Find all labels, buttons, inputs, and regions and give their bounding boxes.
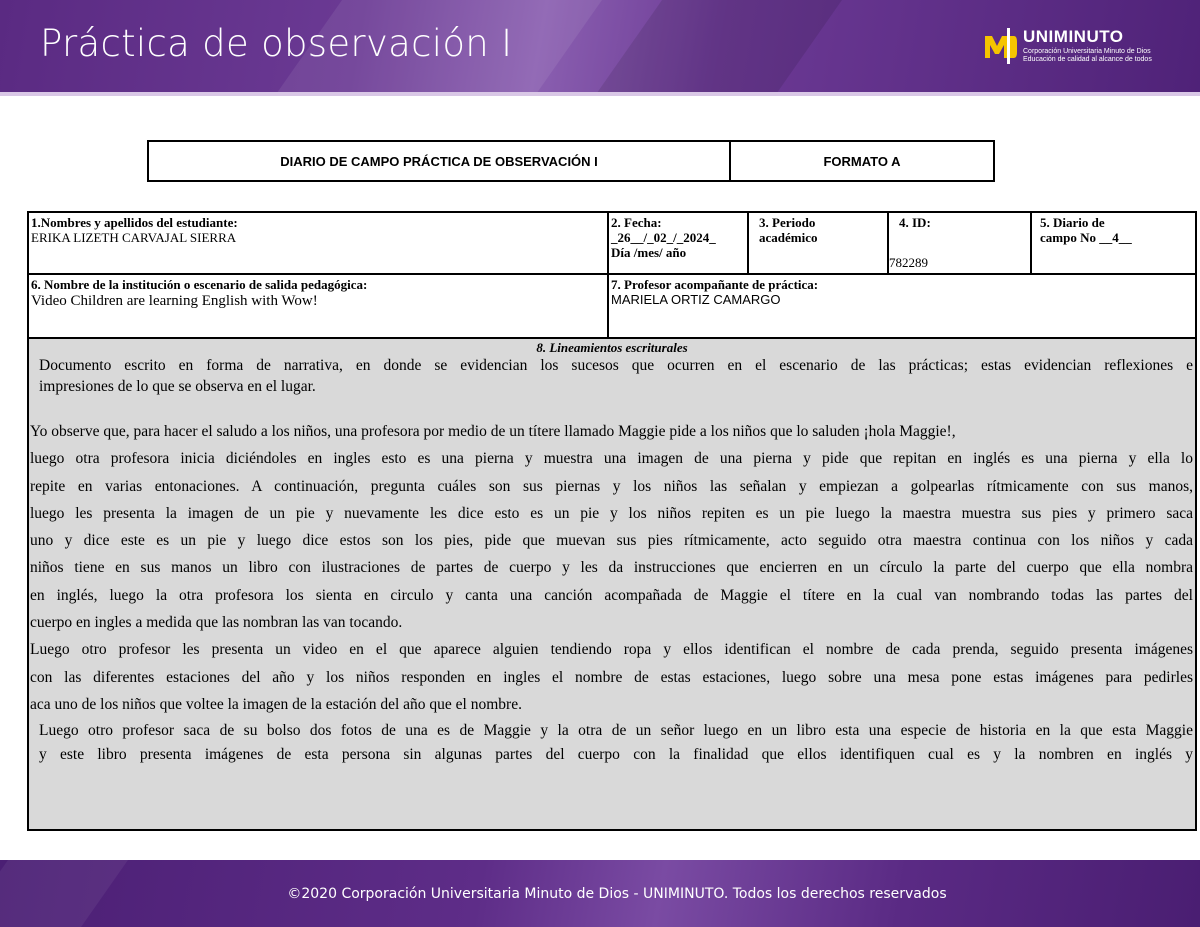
id-value: 782289	[889, 255, 928, 270]
diary-number-cell	[1032, 213, 1195, 273]
institution-label: 6. Nombre de la institución o escenario de salida pedagógica:	[31, 277, 368, 292]
period-label: académico	[759, 230, 818, 245]
narrative-paragraph	[29, 418, 1195, 636]
date-cell	[609, 213, 749, 273]
narrative-line: y este libro presenta imágenes de esta persona sin algunas partes del cuerpo con la finalidad que ellos identifiquen cual es y la nombren en inglés y	[39, 746, 1193, 764]
student-cell	[29, 213, 609, 273]
page-title: Práctica de observación I	[40, 22, 513, 65]
guidelines-title: 8. Lineamientos escriturales	[536, 340, 688, 355]
narrative-line: niños tiene en sus manos un libro con ilustraciones de partes de cuerpo y les da instrucciones que encierren en un círculo la parte del cuerpo que ella nombra	[30, 559, 1193, 577]
narrative-line: Luego otro profesor saca de su bolso dos fotos de una es de Maggie y la otra de un señor luego en un libro esta una especie de historia en la que esta Maggie	[39, 722, 1193, 740]
narrative-line: uno y dice este es un pie y luego dice estos son los pies, pide que muevan sus pies rítmicamente, acto seguido otra maestra continua con los niños y cada	[30, 532, 1193, 550]
field-diary-form	[27, 211, 1197, 831]
logo-name: UNIMINUTO	[1023, 27, 1124, 46]
narrative-line: en inglés, luego la otra profesora los sienta en circulo y canta una canción acompañada de Maggie el títere en la cual van nombrando todas las partes del	[30, 586, 1193, 604]
footer-copyright: ©2020 Corporación Universitaria Minuto de Dios - UNIMINUTO. Todos los derechos reservados	[287, 886, 947, 902]
narrative-line: aca uno de los niños que voltee la imagen de la estación del año que el nombre.	[30, 695, 522, 713]
header-divider	[0, 92, 1200, 96]
diary-number: campo No __4__	[1040, 230, 1132, 245]
institution-value: Video Children are learning English with Wow!	[31, 293, 318, 309]
teacher-label: 7. Profesor acompañante de práctica:	[611, 277, 819, 292]
period-label: 3. Periodo	[759, 215, 816, 230]
narrative-line: Luego otro profesor les presenta un video en el que aparece alguien tendiendo ropa y ellos identifican el nombre de cada prenda, seguido presenta imágenes	[30, 641, 1193, 659]
narrative-paragraph	[29, 718, 1195, 767]
logo-tagline: Educación de calidad al alcance de todos	[1023, 56, 1152, 63]
footer-banner	[0, 860, 1200, 927]
guidelines-intro-line: impresiones de lo que se observa en el lugar.	[39, 378, 316, 395]
date-value: _26__/_02_/_2024_	[611, 230, 716, 245]
narrative-line: cuerpo en ingles a medida que las nombran las van tocando.	[30, 614, 403, 632]
diary-label: 5. Diario de	[1040, 215, 1105, 230]
narrative-line: luego les presenta la imagen de un pie y nuevamente les dice esto es un pie y los niños repiten es un pie luego la maestra muestra sus pies y primero saca	[30, 504, 1193, 522]
date-format: Día /mes/ año	[611, 245, 687, 260]
guidelines-intro	[29, 355, 1195, 397]
institution-cell	[29, 275, 609, 337]
narrative-line: luego otra profesora inicia diciéndoles en ingles esto es una pierna y muestra una imagen de una pierna y pide que repitan en inglés es una pierna y ella lo	[30, 450, 1193, 468]
narrative-line: repite en varias entonaciones. A continuación, pregunta cuáles son sus piernas y los niños las señalan y empiezan a golpearlas rítmicamente con sus manos,	[30, 477, 1193, 495]
form-row	[29, 275, 1195, 339]
format-title: DIARIO DE CAMPO PRÁCTICA DE OBSERVACIÓN I	[149, 142, 731, 180]
teacher-value: MARIELA ORTIZ CAMARGO	[611, 292, 781, 307]
header-banner	[0, 0, 1200, 96]
format-code: FORMATO A	[823, 153, 901, 169]
date-label: 2. Fecha:	[611, 215, 662, 230]
student-label: 1.Nombres y apellidos del estudiante:	[31, 215, 238, 230]
period-cell	[749, 213, 889, 273]
narrative-line: Yo observe que, para hacer el saludo a los niños, una profesora por medio de un títere llamado Maggie pide a los niños que lo saluden ¡hola Maggie!,	[30, 423, 956, 440]
narrative-line: con las diferentes estaciones del año y los niños responden en ingles el nombre de estas estaciones, luego sobre una mesa pone estas imágenes para pedirles	[30, 668, 1193, 686]
teacher-cell	[609, 275, 1195, 337]
student-value: ERIKA LIZETH CARVAJAL SIERRA	[31, 230, 237, 245]
guidelines-section	[29, 339, 1195, 829]
logo-tagline: Corporación Universitaria Minuto de Dios	[1023, 48, 1151, 55]
uniminuto-logo-icon	[983, 28, 1017, 64]
uniminuto-logo	[983, 24, 1183, 74]
narrative-paragraph	[29, 636, 1195, 718]
guidelines-intro-line: Documento escrito en forma de narrativa, en donde se evidencian los sucesos que ocurren en el escenario de las prácticas; estas evidencian reflexiones e	[39, 357, 1193, 374]
format-header-box	[147, 140, 995, 182]
id-cell	[889, 213, 1032, 273]
decorative-stripe	[550, 0, 870, 96]
form-row	[29, 213, 1195, 275]
id-label: 4. ID:	[899, 215, 931, 230]
